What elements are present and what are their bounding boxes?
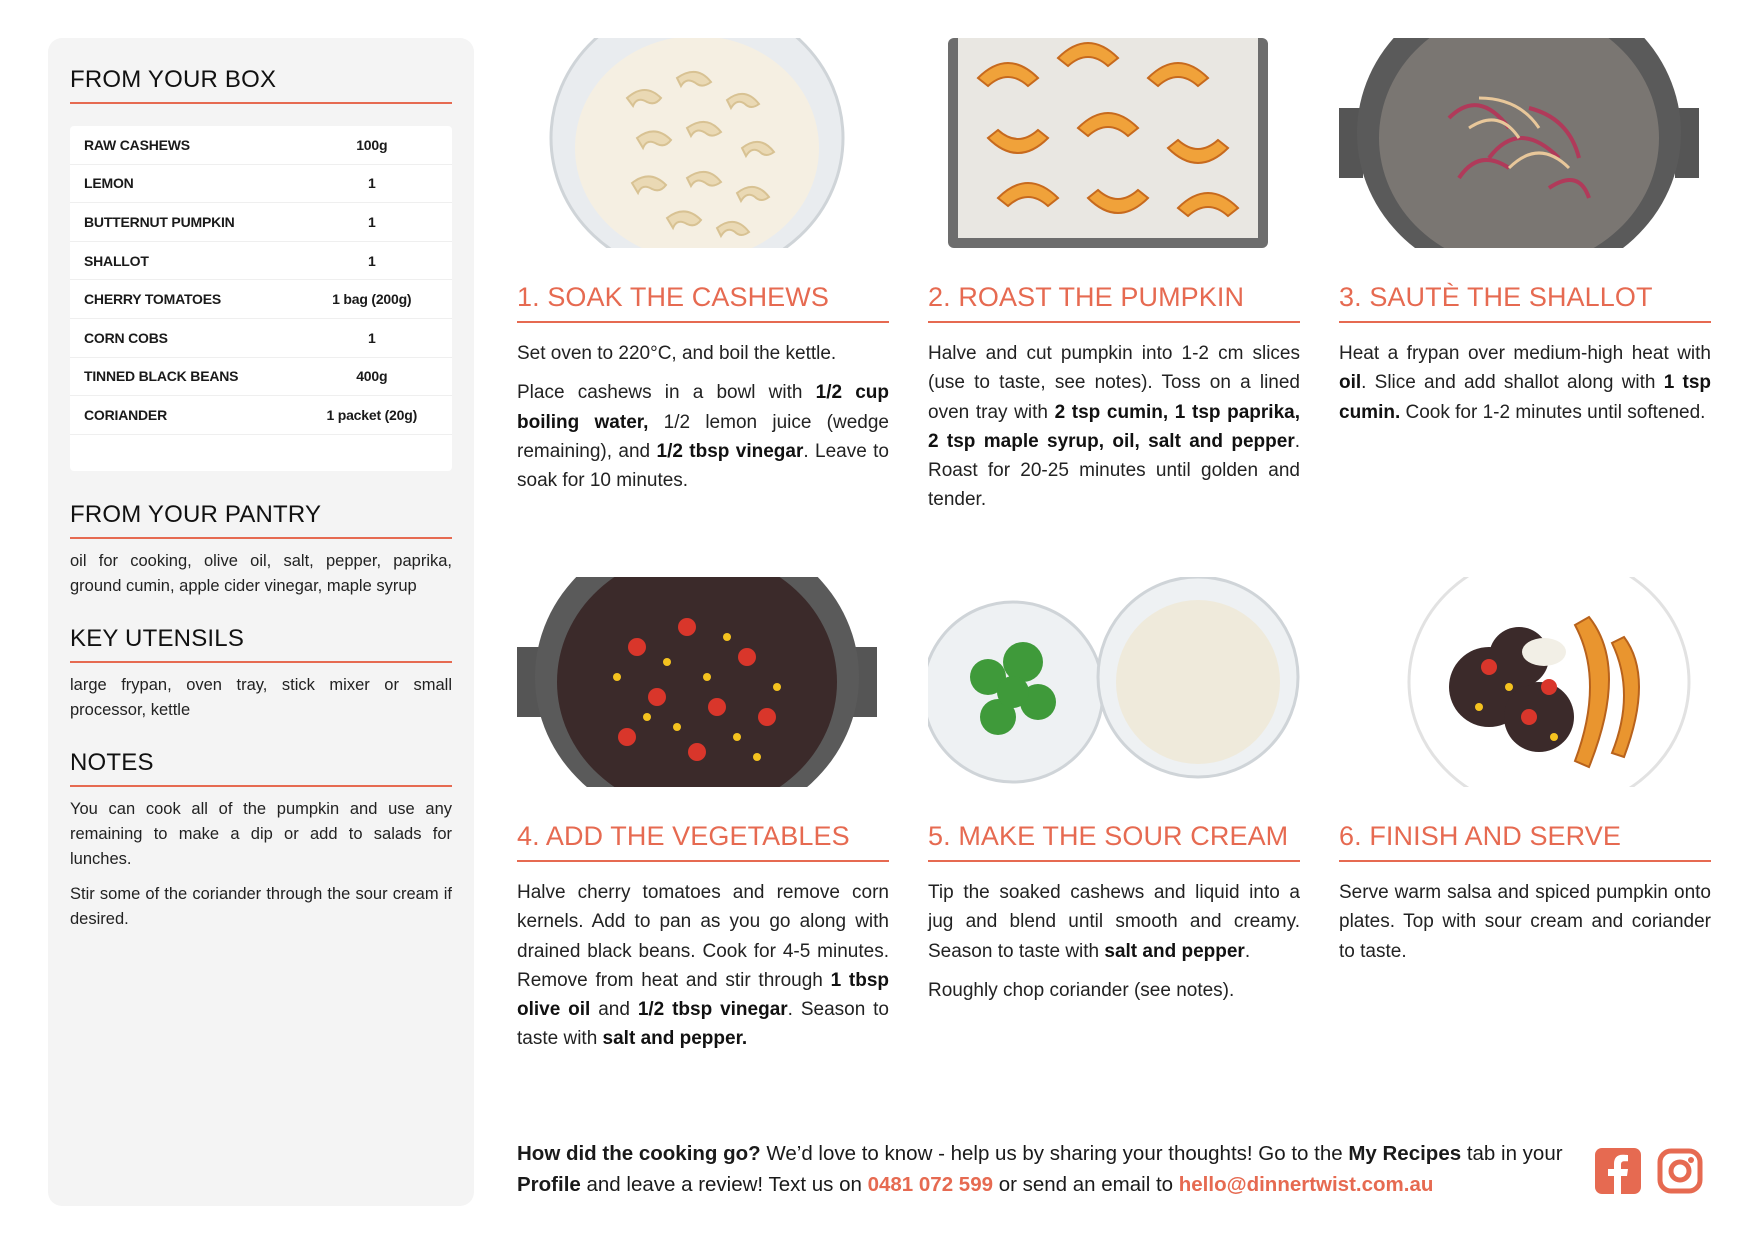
from-your-box-section bbox=[70, 66, 452, 471]
ingredient-name: CORIANDER bbox=[84, 406, 167, 423]
vegetables-pan-image bbox=[517, 577, 889, 787]
from-your-pantry-section bbox=[70, 501, 452, 599]
step-6 bbox=[1339, 577, 1711, 966]
step-5-paragraph-2: Roughly chop coriander (see notes). bbox=[928, 979, 1235, 1001]
ingredients-sidebar bbox=[48, 38, 474, 1206]
footer-text-run: and leave a review! Text us on bbox=[580, 1173, 868, 1196]
ingredient-name: CHERRY TOMATOES bbox=[84, 291, 222, 308]
bold-run: salt and pepper. bbox=[602, 1028, 748, 1050]
ingredient-qty: 1 bag (200g) bbox=[332, 291, 412, 308]
text-run: Heat a frypan over medium-high heat with bbox=[1339, 343, 1711, 364]
ingredient-name: LEMON bbox=[84, 175, 134, 192]
step-3 bbox=[1339, 38, 1711, 427]
from-your-pantry-heading: FROM YOUR PANTRY bbox=[70, 501, 452, 539]
ingredient-row bbox=[70, 126, 452, 165]
key-utensils-section bbox=[70, 625, 452, 723]
key-utensils-heading: KEY UTENSILS bbox=[70, 625, 452, 663]
text-run: 1/2 lemon juice (wedge remaining), and bbox=[517, 411, 889, 462]
step-5-title: 5. MAKE THE SOUR CREAM bbox=[928, 821, 1300, 862]
text-run: and bbox=[590, 999, 638, 1021]
ingredient-qty: 1 bbox=[367, 213, 376, 230]
ingredient-row bbox=[70, 165, 452, 204]
step-5-paragraph-1 bbox=[928, 878, 1300, 966]
notes-section bbox=[70, 749, 452, 932]
cashews-bowl-image bbox=[517, 38, 889, 248]
facebook-icon[interactable] bbox=[1595, 1148, 1641, 1194]
ingredient-qty: 1 packet (20g) bbox=[326, 406, 418, 423]
text-run: . Slice and add shallot along with bbox=[1361, 372, 1664, 394]
from-your-box-heading: FROM YOUR BOX bbox=[70, 66, 452, 104]
step-2-paragraph-1 bbox=[928, 339, 1300, 515]
pantry-text: oil for cooking, olive oil, salt, pepper, paprika, ground cumin, apple cider vinegar, maple syrup bbox=[70, 551, 452, 595]
text-run: Place cashews in a bowl with bbox=[517, 382, 816, 404]
text-run: Halve and cut pumpkin into 1-2 cm slices (use to taste, see notes). Toss on a lined oven tray with bbox=[928, 343, 1300, 423]
step-5-body bbox=[928, 878, 1300, 1005]
ingredient-qty: 1 bbox=[367, 329, 376, 346]
ingredient-name: RAW CASHEWS bbox=[84, 136, 190, 153]
bold-run: 1/2 cup boiling water, bbox=[517, 382, 889, 433]
step-4-paragraph-1 bbox=[517, 878, 889, 1054]
text-run: Halve cherry tomatoes and remove corn kernels. Add to pan as you go along with drained black beans. Cook for 4-5 minutes. Remove from heat and stir through bbox=[517, 882, 889, 991]
my-recipes-label: My Recipes bbox=[1348, 1142, 1462, 1165]
step-1-paragraph-1: Set oven to 220°C, and boil the kettle. bbox=[517, 343, 837, 364]
step-6-title: 6. FINISH AND SERVE bbox=[1339, 821, 1711, 862]
ingredient-row bbox=[70, 396, 452, 435]
ingredient-name: TINNED BLACK BEANS bbox=[84, 368, 239, 385]
step-4-body bbox=[517, 878, 889, 1054]
step-2-body bbox=[928, 339, 1300, 515]
sour-cream-coriander-image bbox=[928, 577, 1300, 787]
profile-label: Profile bbox=[517, 1173, 581, 1196]
finished-plate-image bbox=[1339, 577, 1711, 787]
ingredient-row bbox=[70, 319, 452, 358]
feedback-footer bbox=[517, 1138, 1577, 1200]
ingredient-qty: 100g bbox=[356, 136, 388, 153]
bold-run: 1/2 tbsp vinegar bbox=[656, 440, 804, 462]
step-4 bbox=[517, 577, 889, 1054]
step-3-title: 3. SAUTÈ THE SHALLOT bbox=[1339, 282, 1711, 323]
step-1-title: 1. SOAK THE CASHEWS bbox=[517, 282, 889, 323]
text-run: . Roast for 20-25 minutes until golden and tender. bbox=[928, 430, 1300, 511]
step-6-paragraph-1: Serve warm salsa and spiced pumpkin onto plates. Top with sour cream and coriander to taste. bbox=[1339, 882, 1711, 962]
step-3-body bbox=[1339, 339, 1711, 427]
step-1-paragraph-2 bbox=[517, 378, 889, 495]
bold-run: oil bbox=[1339, 372, 1362, 394]
pumpkin-tray-image bbox=[928, 38, 1300, 248]
shallot-pan-image bbox=[1339, 38, 1711, 248]
email-link[interactable]: hello@dinnertwist.com.au bbox=[1178, 1173, 1434, 1196]
footer-text-run: or send an email to bbox=[993, 1173, 1179, 1196]
footer-bold-run: How did the cooking go? bbox=[517, 1142, 761, 1165]
note-paragraph: You can cook all of the pumpkin and use any remaining to make a dip or add to salads for lunches. bbox=[70, 799, 452, 868]
ingredient-row bbox=[70, 203, 452, 242]
box-ingredients-table bbox=[70, 126, 452, 471]
step-3-paragraph-1 bbox=[1339, 339, 1711, 427]
text-run: Tip the soaked cashews and liquid into a jug and blend until smooth and creamy. Season to taste with bbox=[928, 882, 1300, 962]
phone-number-link[interactable]: 0481 072 599 bbox=[867, 1173, 993, 1196]
ingredient-row bbox=[70, 242, 452, 281]
step-5 bbox=[928, 577, 1300, 1005]
text-run: . Leave to soak for 10 minutes. bbox=[517, 440, 890, 492]
ingredient-row bbox=[70, 358, 452, 397]
step-4-title: 4. ADD THE VEGETABLES bbox=[517, 821, 889, 862]
utensils-text: large frypan, oven tray, stick mixer or small processor, kettle bbox=[70, 675, 452, 719]
footer-text-run: We’d love to know - help us by sharing your thoughts! Go to the bbox=[760, 1142, 1349, 1165]
note-paragraph: Stir some of the coriander through the sour cream if desired. bbox=[70, 884, 452, 928]
bold-run: 1 tsp cumin. bbox=[1339, 372, 1711, 423]
text-run: Cook for 1-2 minutes until softened. bbox=[1400, 401, 1706, 423]
bold-run: salt and pepper bbox=[1104, 940, 1245, 962]
notes-heading: NOTES bbox=[70, 749, 452, 787]
text-run: . Season to taste with bbox=[517, 999, 889, 1050]
ingredient-qty: 1 bbox=[367, 175, 376, 192]
instagram-icon[interactable] bbox=[1657, 1148, 1703, 1194]
bold-run: 1 tbsp olive oil bbox=[517, 969, 889, 1021]
footer-text-run: tab in your bbox=[1461, 1142, 1563, 1165]
ingredient-qty: 1 bbox=[367, 252, 376, 269]
ingredient-row bbox=[70, 280, 452, 319]
step-6-body bbox=[1339, 878, 1711, 966]
ingredient-name: CORN COBS bbox=[84, 329, 168, 346]
step-1 bbox=[517, 38, 889, 495]
step-2-title: 2. ROAST THE PUMPKIN bbox=[928, 282, 1300, 323]
step-1-body bbox=[517, 339, 889, 495]
ingredient-name: SHALLOT bbox=[84, 252, 149, 269]
bold-run: 1/2 tbsp vinegar bbox=[637, 999, 788, 1021]
bold-run: 2 tsp cumin, 1 tsp paprika, 2 tsp maple syrup, oil, salt and pepper bbox=[928, 401, 1300, 452]
ingredient-qty: 400g bbox=[356, 368, 388, 385]
ingredient-name: BUTTERNUT PUMPKIN bbox=[84, 213, 235, 230]
step-2 bbox=[928, 38, 1300, 515]
text-run: . bbox=[1244, 940, 1251, 962]
